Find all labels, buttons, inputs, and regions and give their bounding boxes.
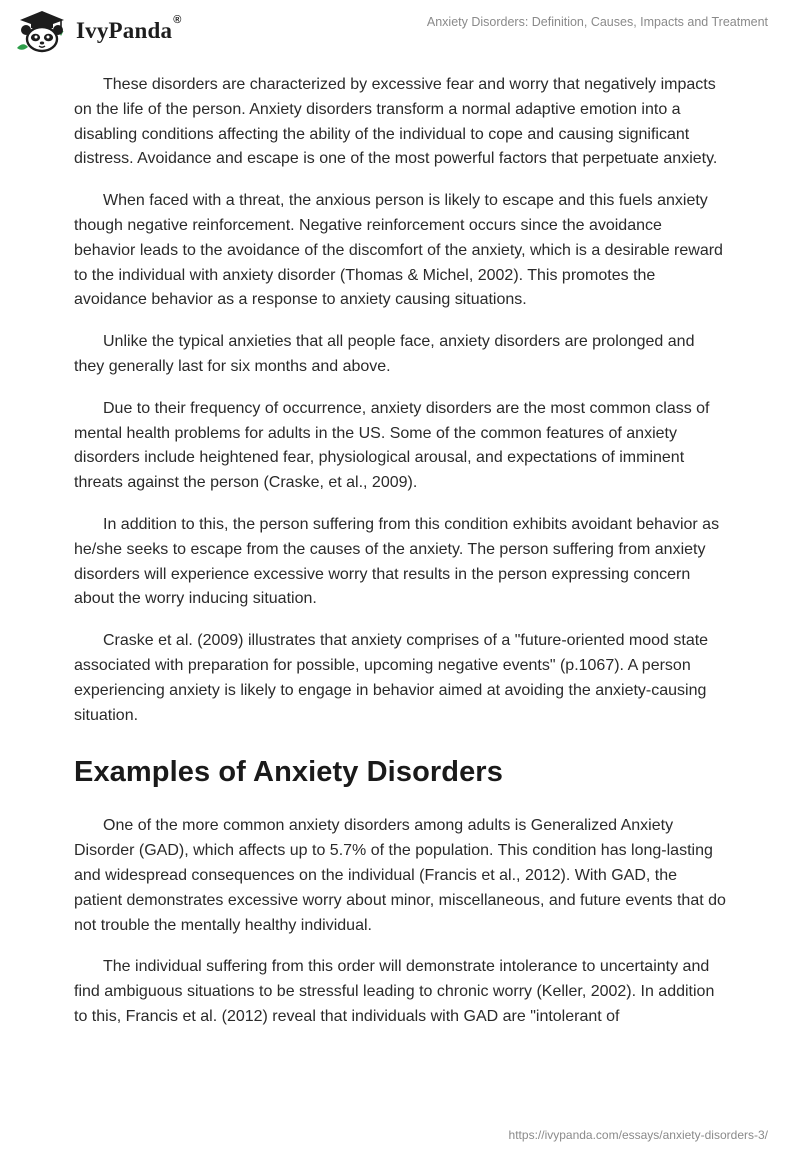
- logo-text: IvyPanda®: [76, 14, 182, 43]
- registered-mark: ®: [173, 14, 182, 26]
- essay-body: [74, 73, 726, 1047]
- source-url[interactable]: https://ivypanda.com/essays/anxiety-disorders-3/: [508, 1128, 768, 1142]
- paragraph: In addition to this, the person suffering from this condition exhibits avoidant behavior as he/she seeks to escape from the causes of the anxiety. The person suffering from anxiety disorders will experience excessive worry that results in the person expressing concern about the worry inducing situation.: [74, 515, 720, 608]
- section-heading: Examples of Anxiety Disorders: [74, 756, 503, 789]
- ivypanda-logo[interactable]: [14, 8, 182, 54]
- paragraph: Unlike the typical anxieties that all people face, anxiety disorders are prolonged and they generally last for six months and above.: [74, 333, 695, 375]
- paragraph: When faced with a threat, the anxious person is likely to escape and this fuels anxiety though negative reinforcement. Negative reinforcement occurs since the avoidance behavior leads to the avoidance of the discomfort of the anxiety, which is a desirable reward to the individual with anxiety disorder (Thomas & Michel, 2002). This promotes the avoidance behavior as a response to anxiety causing situations.: [74, 192, 723, 309]
- page-header: [0, 0, 800, 60]
- paragraph: These disorders are characterized by excessive fear and worry that negatively impacts on the life of the person. Anxiety disorders transform a normal adaptive emotion into a disabling conditions affecting the ability of the individual to cope and causing significant distress. Avoidance and escape is one of the most powerful factors that perpetuate anxiety.: [74, 76, 718, 168]
- paragraph: Craske et al. (2009) illustrates that anxiety comprises of a "future-oriented mood state associated with preparation for possible, upcoming negative events" (p.1067). A person experiencing anxiety is likely to engage in behavior aimed at avoiding the anxiety-causing situation.: [74, 632, 709, 724]
- paragraph: Due to their frequency of occurrence, anxiety disorders are the most common class of mental health problems for adults in the US. Some of the common features of anxiety disorders include heightened fear, physiological arousal, and expectations of imminent threats against the person (Craske, et al., 2009).: [74, 399, 710, 492]
- panda-graduate-icon: [14, 8, 70, 54]
- document-title: Anxiety Disorders: Definition, Causes, Impacts and Treatment: [426, 15, 768, 29]
- paragraph: One of the more common anxiety disorders among adults is Generalized Anxiety Disorder (GAD), which affects up to 5.7% of the population. This condition has long-lasting and widespread consequences on the individual (Francis et al., 2012). With GAD, the patient demonstrates excessive worry about minor, miscellaneous, and future events that do not trouble the mentally healthy individual.: [74, 817, 726, 934]
- paragraph: The individual suffering from this order will demonstrate intolerance to uncertainty and find ambiguous situations to be stressful leading to chronic worry (Keller, 2002). In addition to this, Francis et al. (2012) reveal that individuals with GAD are "intolerant of: [74, 958, 715, 1025]
